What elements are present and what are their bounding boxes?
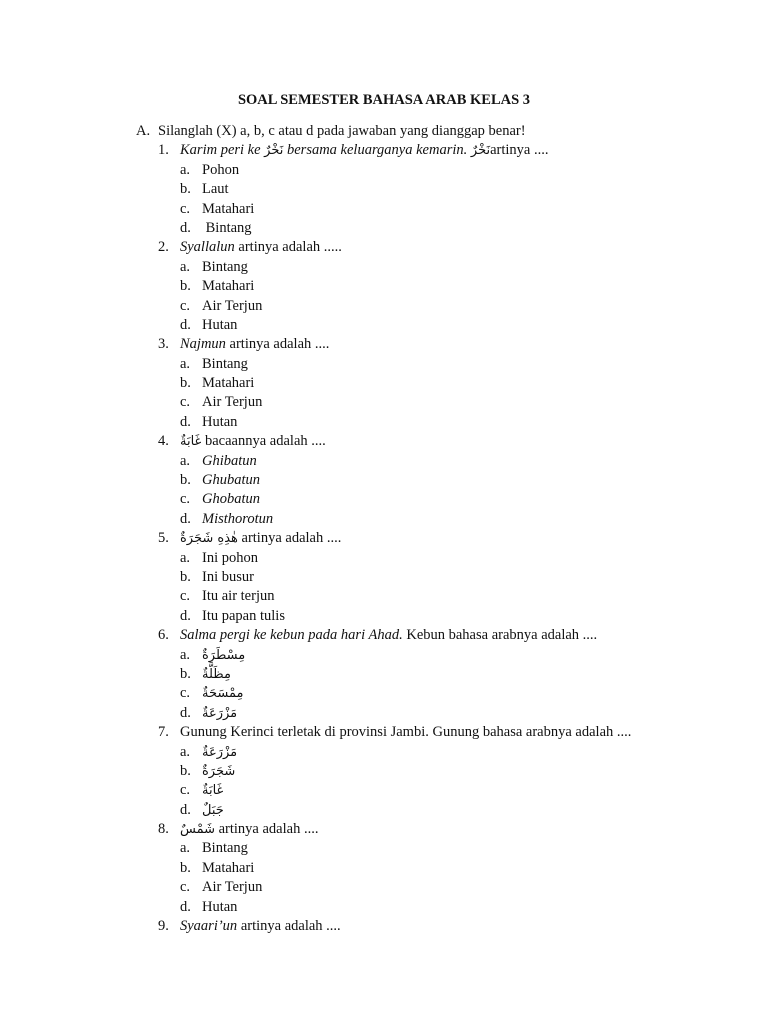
option-text: Bintang	[202, 355, 248, 372]
option-text: Air Terjun	[202, 879, 263, 896]
option-8-a[interactable]	[136, 839, 631, 858]
option-text: Hutan	[202, 413, 238, 430]
option-text: Bintang	[202, 840, 248, 857]
question-number: 7.	[158, 724, 169, 741]
option-text: Air Terjun	[202, 297, 263, 314]
option-8-d[interactable]	[136, 898, 631, 917]
question-number: 4.	[158, 433, 169, 450]
question-text: Syaari’un	[180, 918, 238, 935]
option-letter: d.	[180, 316, 191, 333]
option-text: Matahari	[202, 278, 255, 295]
question-5	[136, 529, 631, 548]
question-text: artinya adalah ....	[214, 821, 319, 838]
option-text: Pohon	[202, 161, 240, 178]
question-text: artinya ....	[490, 142, 549, 159]
section-a	[136, 122, 631, 936]
option-letter: c.	[180, 297, 191, 314]
option-letter: b.	[180, 859, 191, 876]
question-text: artinya adalah ....	[237, 918, 341, 935]
option-arabic-text: جَبَلٌ	[202, 802, 224, 818]
option-8-b[interactable]	[136, 859, 631, 878]
question-number: 3.	[158, 336, 169, 353]
option-7-c[interactable]	[136, 781, 631, 800]
option-3-a[interactable]	[136, 355, 631, 374]
option-2-c[interactable]	[136, 297, 631, 316]
option-letter: c.	[180, 491, 191, 508]
option-arabic-text: مَزْرَعَةٌ	[202, 744, 238, 760]
option-1-b[interactable]	[136, 180, 631, 199]
option-letter: c.	[180, 879, 191, 896]
question-number: 5.	[158, 530, 169, 547]
option-letter: b.	[180, 665, 191, 682]
question-text: Salma pergi ke kebun pada hari Ahad.	[180, 627, 403, 644]
option-text: Ghibatun	[202, 452, 257, 469]
option-arabic-text: مِمْسَحَةٌ	[202, 686, 244, 702]
option-7-b[interactable]	[136, 762, 631, 781]
option-4-b[interactable]	[136, 471, 631, 490]
question-list	[136, 141, 631, 936]
question-2	[136, 238, 631, 257]
question-text: Karim peri ke	[180, 142, 265, 159]
question-arabic-text: غَابَةٌ	[180, 434, 202, 450]
option-arabic-text: غَابَةٌ	[202, 783, 224, 799]
question-arabic-text: نَخْرٌ	[470, 143, 491, 159]
question-number: 6.	[158, 627, 169, 644]
option-letter: d.	[180, 219, 191, 236]
option-letter: a.	[180, 355, 191, 372]
option-letter: a.	[180, 452, 191, 469]
option-5-a[interactable]	[136, 549, 631, 568]
option-letter: c.	[180, 782, 191, 799]
question-text: Kebun bahasa arabnya adalah ....	[402, 627, 598, 644]
question-6	[136, 626, 631, 645]
section-letter: A.	[136, 123, 151, 139]
option-6-d[interactable]	[136, 704, 631, 723]
option-3-b[interactable]	[136, 374, 631, 393]
option-text: Laut	[202, 181, 229, 198]
option-arabic-text: مِسْطَرَةٌ	[202, 647, 246, 663]
option-text: Matahari	[202, 200, 255, 217]
option-2-a[interactable]	[136, 258, 631, 277]
option-text: Hutan	[202, 316, 238, 333]
question-3	[136, 335, 631, 354]
section-instruction: Silanglah (X) a, b, c atau d pada jawaban yang dianggap benar!	[158, 123, 526, 139]
option-1-c[interactable]	[136, 200, 631, 219]
question-text: artinya adalah ....	[237, 530, 342, 547]
option-letter: c.	[180, 588, 191, 605]
option-letter: a.	[180, 258, 191, 275]
option-letter: c.	[180, 394, 191, 411]
option-8-c[interactable]	[136, 878, 631, 897]
question-text: bacaannya adalah ....	[201, 433, 326, 450]
question-text: artinya adalah ....	[225, 336, 330, 353]
option-letter: a.	[180, 161, 191, 178]
question-text: Gunung Kerinci terletak di provinsi Jambi. Gunung bahasa arabnya adalah ....	[180, 724, 632, 741]
option-5-b[interactable]	[136, 568, 631, 587]
option-text: Hutan	[202, 898, 238, 915]
question-7	[136, 723, 631, 742]
option-text: Misthorotun	[202, 510, 274, 527]
option-6-b[interactable]	[136, 665, 631, 684]
option-2-d[interactable]	[136, 316, 631, 335]
option-text: Ghubatun	[202, 472, 260, 489]
option-letter: a.	[180, 840, 191, 857]
option-arabic-text: مِظَلَّةٌ	[202, 666, 231, 682]
option-letter: d.	[180, 704, 191, 721]
option-letter: d.	[180, 898, 191, 915]
option-letter: c.	[180, 200, 191, 217]
option-arabic-text: مَزْرَعَةٌ	[202, 705, 238, 721]
option-4-c[interactable]	[136, 490, 631, 509]
option-letter: d.	[180, 510, 191, 527]
option-4-a[interactable]	[136, 452, 631, 471]
question-number: 1.	[158, 142, 169, 159]
option-7-a[interactable]	[136, 743, 631, 762]
option-5-d[interactable]	[136, 607, 631, 626]
question-arabic-text: نَخْرٌ	[264, 143, 284, 159]
question-1	[136, 141, 631, 160]
option-3-c[interactable]	[136, 393, 631, 412]
option-letter: b.	[180, 375, 191, 392]
option-letter: b.	[180, 472, 191, 489]
option-text: Itu papan tulis	[202, 607, 285, 624]
exam-title: SOAL SEMESTER BAHASA ARAB KELAS 3	[237, 92, 531, 108]
question-arabic-text: هٰذِهِ شَجَرَةٌ	[180, 531, 238, 547]
option-6-c[interactable]	[136, 684, 631, 703]
option-1-a[interactable]	[136, 161, 631, 180]
option-text: Matahari	[202, 375, 255, 392]
option-letter: a.	[180, 549, 191, 566]
section-instruction-line	[136, 122, 631, 141]
option-letter: d.	[180, 801, 191, 818]
option-letter: c.	[180, 685, 191, 702]
option-5-c[interactable]	[136, 587, 631, 606]
option-letter: b.	[180, 181, 191, 198]
option-letter: d.	[180, 607, 191, 624]
question-number: 9.	[158, 918, 169, 935]
option-letter: a.	[180, 743, 191, 760]
option-letter: b.	[180, 762, 191, 779]
option-arabic-text: شَجَرَةٌ	[202, 763, 236, 779]
option-letter: d.	[180, 413, 191, 430]
option-6-a[interactable]	[136, 646, 631, 665]
question-9	[136, 917, 631, 936]
option-letter: b.	[180, 278, 191, 295]
option-7-d[interactable]	[136, 801, 631, 820]
option-2-b[interactable]	[136, 277, 631, 296]
question-number: 2.	[158, 239, 169, 256]
option-text: Ini busur	[202, 568, 254, 585]
option-text: Matahari	[202, 859, 255, 876]
question-number: 8.	[158, 821, 169, 838]
option-1-d[interactable]	[136, 219, 631, 238]
option-text: Air Terjun	[202, 394, 263, 411]
question-8	[136, 820, 631, 839]
option-text: Ghobatun	[202, 491, 260, 508]
option-letter: b.	[180, 568, 191, 585]
question-arabic-text: شَمْسٌ	[180, 822, 215, 838]
option-letter: a.	[180, 646, 191, 663]
option-3-d[interactable]	[136, 413, 631, 432]
question-4	[136, 432, 631, 451]
option-4-d[interactable]	[136, 510, 631, 529]
question-text: artinya adalah .....	[234, 239, 342, 256]
option-text: Itu air terjun	[202, 588, 275, 605]
option-text: Bintang	[202, 258, 248, 275]
option-text: Bintang	[202, 219, 252, 236]
question-text: Syallalun	[180, 239, 235, 256]
question-text: Najmun	[180, 336, 226, 353]
option-text: Ini pohon	[202, 549, 258, 566]
question-text: bersama keluarganya kemarin.	[283, 142, 471, 159]
